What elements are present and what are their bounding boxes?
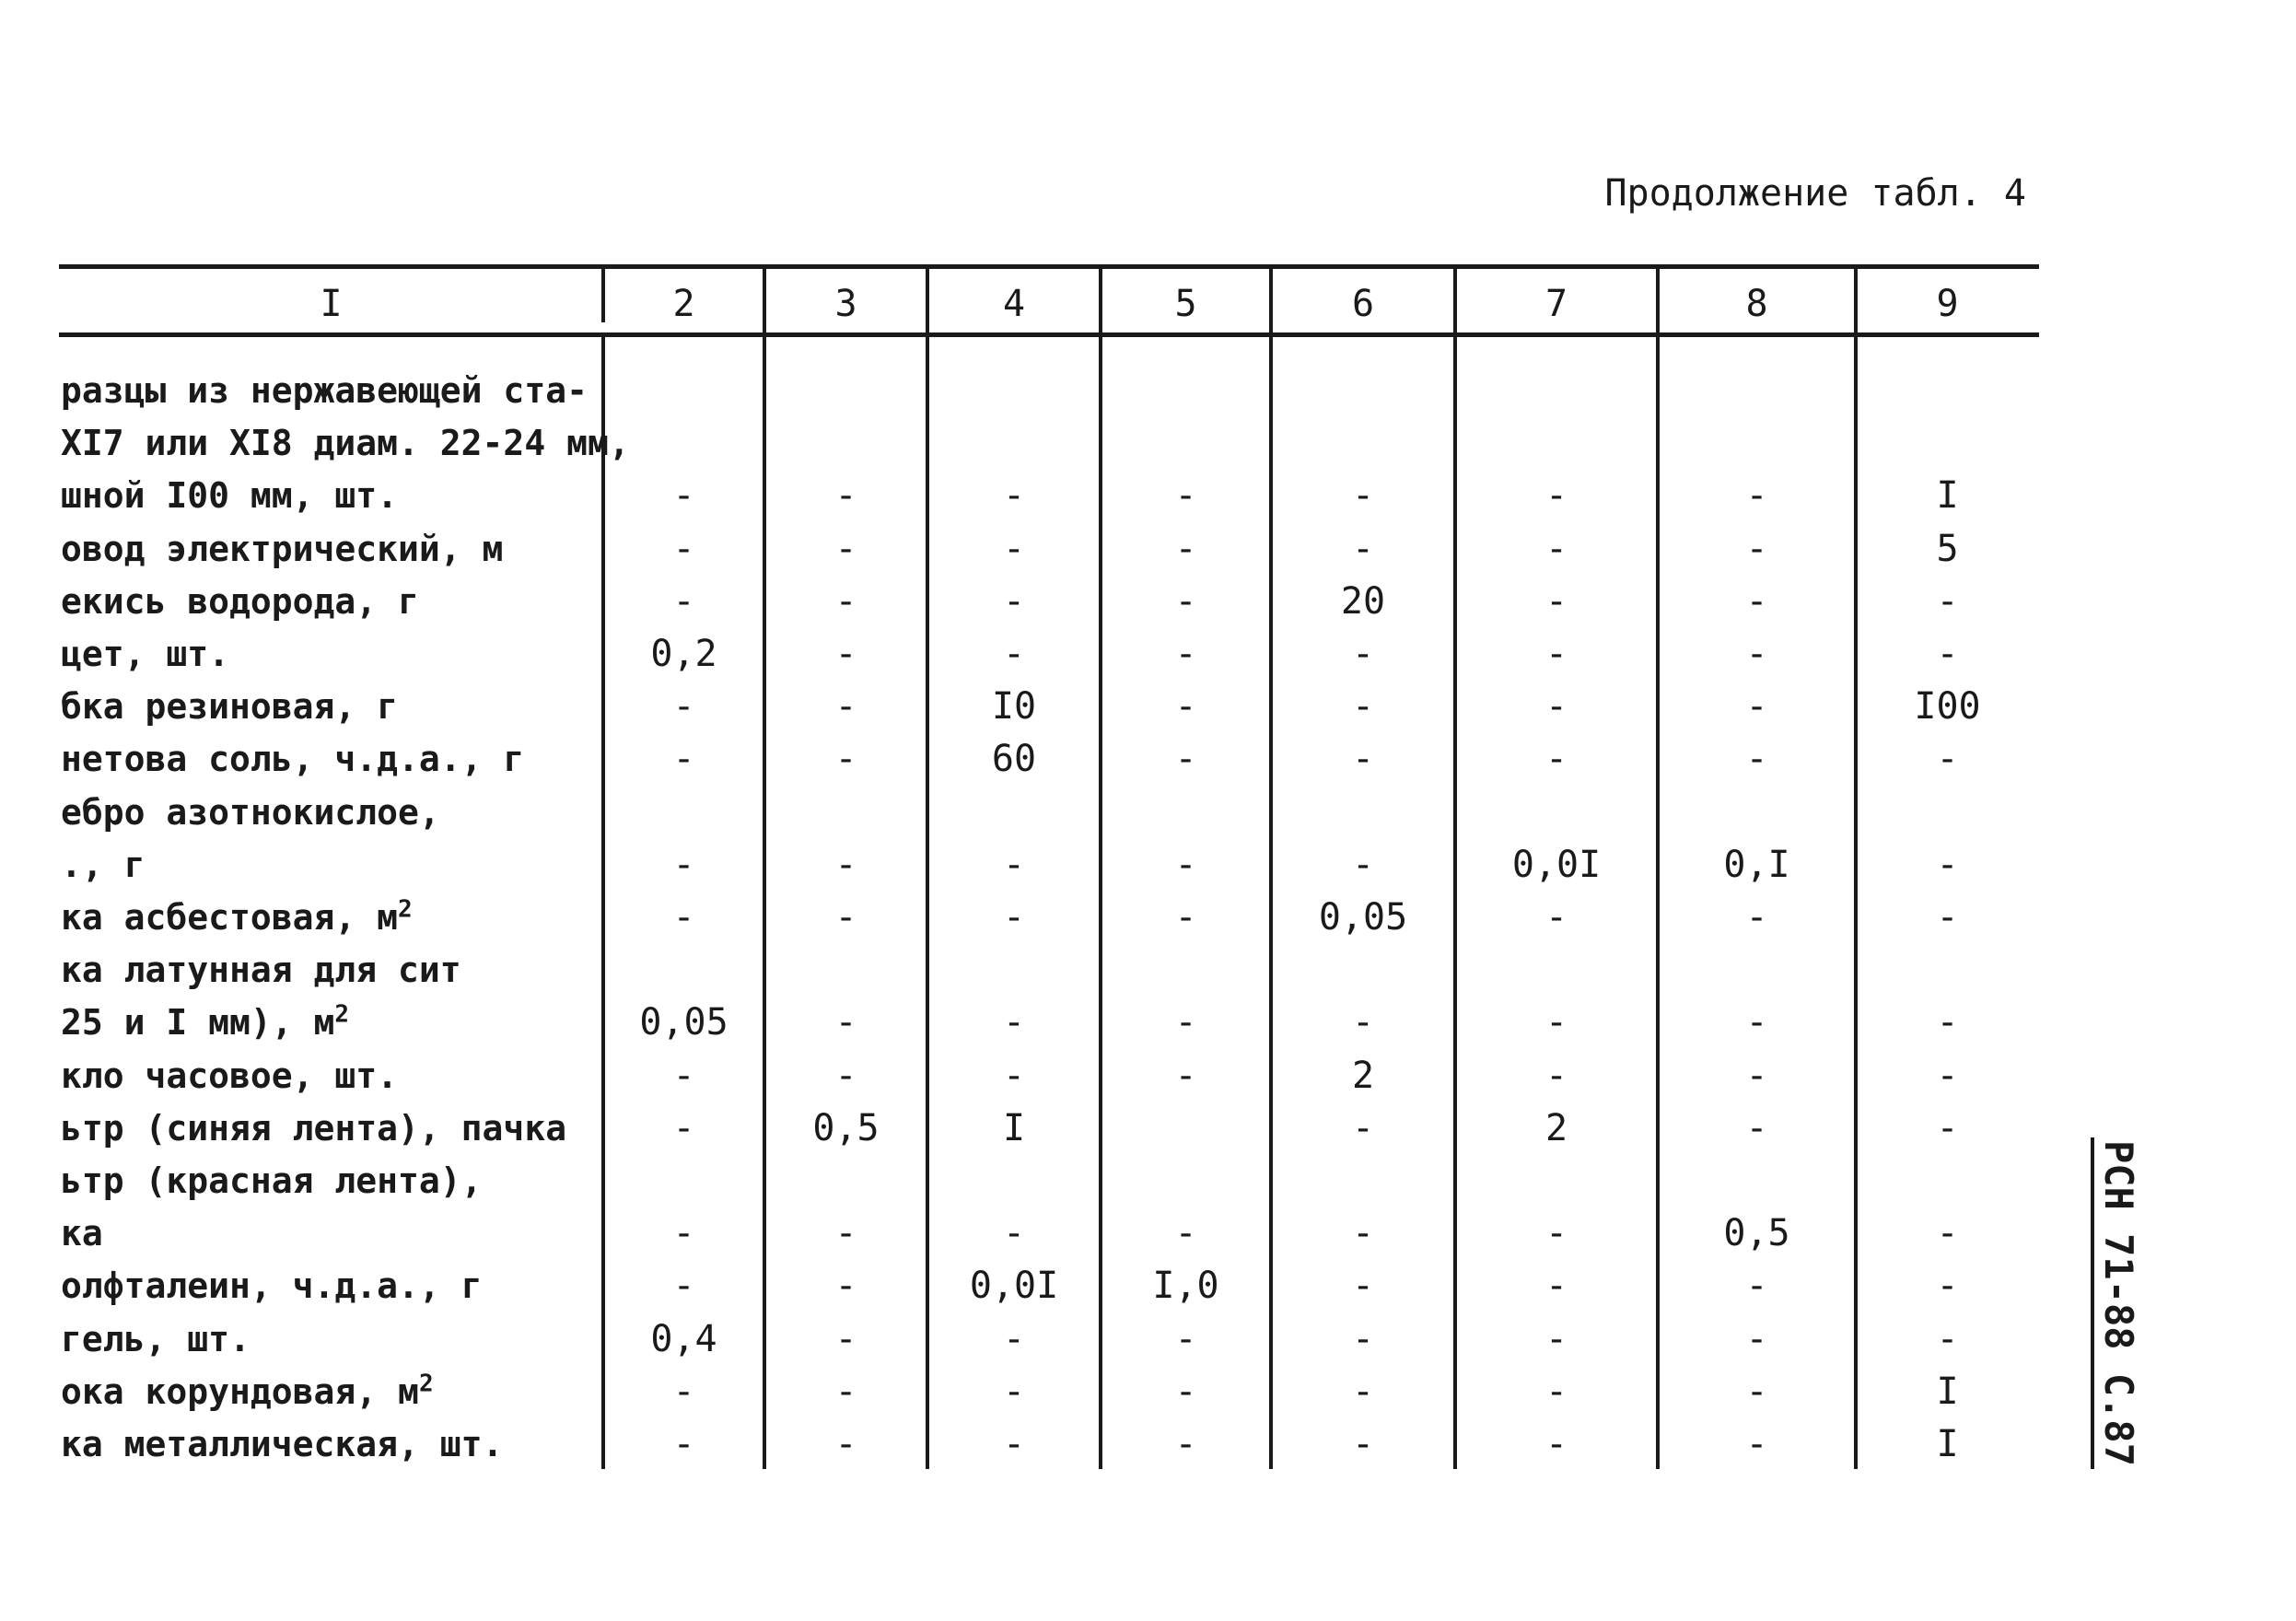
table-cell: - [1544,474,1568,518]
table-cell [927,365,1101,417]
table-cell: - [834,843,857,886]
table-cell [603,417,764,470]
table-cell [1658,417,1856,470]
table-cell: - [1174,474,1197,518]
column-header: I [320,283,343,325]
table-cell: - [834,527,857,570]
table-cell: 0,05 [1318,896,1408,939]
column-header: 9 [1936,283,1959,325]
table-row [0,417,2296,470]
table-cell [1271,944,1455,997]
table-cell: - [1174,843,1197,886]
table-cell [1856,944,2039,997]
table-cell: - [1174,1370,1197,1413]
table-cell: - [1002,896,1026,939]
table-cell [1658,365,1856,417]
item-name: XI7 или XI8 диам. 22-24 мм, [61,423,630,464]
table-cell [1101,787,1271,839]
table-cell [927,1155,1101,1207]
table-cell: - [672,1265,695,1308]
table-cell: - [672,1212,695,1255]
table-cell: - [1544,1001,1568,1044]
table-cell [603,944,764,997]
table-cell: - [1544,1423,1568,1465]
table-cell: - [1174,1001,1197,1044]
table-cell: - [834,1001,857,1044]
table-cell: - [1002,1317,1026,1360]
table-row [0,1313,2296,1366]
table-cell [1271,1155,1455,1207]
table-cell: - [1351,527,1375,570]
table-cell [927,944,1101,997]
table-cell: - [834,1265,857,1308]
table-cell: - [1745,474,1768,518]
table-row [0,1260,2296,1312]
table-cell: - [1544,1054,1568,1097]
table-row [0,839,2296,892]
column-header: 6 [1351,283,1375,325]
item-name: ьтр (красная лента), [61,1160,483,1201]
item-name: олфталеин, ч.д.а., г [61,1265,483,1307]
table-cell: - [672,896,695,939]
table-cell [1101,1102,1271,1155]
table-cell: - [1745,1265,1768,1308]
table-cell: - [1351,1265,1375,1308]
table-row [0,681,2296,733]
table-cell: 20 [1340,579,1386,623]
table-cell [764,1155,927,1207]
table-cell: - [1002,527,1026,570]
table-cell: - [1745,1370,1768,1413]
table-cell [1101,417,1271,470]
table-cell: I [1936,474,1959,518]
item-name: 25 и I мм), $м^2$ [61,1000,350,1044]
table-cell: - [1544,685,1568,729]
table-cell: I [1936,1423,1959,1465]
table-cell [927,787,1101,839]
table-cell: - [834,633,857,675]
table-row [0,576,2296,628]
table-cell: - [672,527,695,570]
item-name: ебро азотнокислое, [61,791,440,833]
table-cell: - [834,896,857,939]
table-cell: 0,05 [639,1001,728,1044]
table-cell: - [834,579,857,623]
table-cell: - [1002,1054,1026,1097]
table-cell: - [834,1370,857,1413]
table-cell: 0,0I [969,1265,1059,1308]
item-name: шной I00 мм, шт. [61,475,399,517]
table-cell: - [1544,633,1568,675]
table-cell [1856,1155,2039,1207]
table-cell: - [1351,474,1375,518]
table-cell: - [1351,1106,1375,1149]
table-cell: - [672,685,695,729]
item-name: бка резиновая, г [61,686,399,728]
table-cell: - [1174,633,1197,675]
table-cell: 0,0I [1511,843,1602,886]
table-cell: 5 [1936,527,1959,570]
table-row [0,628,2296,681]
table-row [0,1102,2296,1155]
table-cell: - [1745,633,1768,675]
table-cell: - [834,474,857,518]
table-row [0,1366,2296,1418]
table-cell: - [834,1317,857,1360]
table-row [0,997,2296,1049]
table-cell [1455,787,1658,839]
item-name: ., г [61,844,146,885]
table-cell [1455,417,1658,470]
table-cell: - [1002,843,1026,886]
table-row [0,787,2296,839]
table-cell: 0,5 [1723,1212,1790,1255]
table-cell: - [1936,579,1959,623]
table-cell: - [1544,1265,1568,1308]
column-header: 2 [672,283,695,325]
table-row [0,733,2296,786]
table-cell: - [1745,1423,1768,1465]
column-header: 5 [1174,283,1197,325]
item-name: кло часовое, шт. [61,1055,399,1096]
table-cell: - [1174,738,1197,781]
table-cell: - [1745,527,1768,570]
table-cell: - [834,1212,857,1255]
table-cell [603,365,764,417]
column-header: 3 [834,283,857,325]
item-name: нетова соль, ч.д.а., г [61,739,525,780]
table-top-rule [59,264,2039,269]
table-cell: - [672,1106,695,1149]
table-cell [1101,944,1271,997]
table-cell: - [672,579,695,623]
table-cell [603,787,764,839]
table-cell [1658,944,1856,997]
column-header: 7 [1544,283,1568,325]
table-cell [764,417,927,470]
table-cell: - [1174,896,1197,939]
table-cell [603,1155,764,1207]
table-cell: - [1351,1317,1375,1360]
table-row [0,1155,2296,1207]
table-cell: - [1174,1423,1197,1465]
table-cell [1658,787,1856,839]
table-row [0,1418,2296,1471]
document-code-margin [2091,1137,2146,1469]
header-bottom-rule [59,332,2039,337]
table-cell [1101,1155,1271,1207]
table-cell: - [1351,738,1375,781]
table-cell: - [1745,685,1768,729]
table-cell: - [834,1054,857,1097]
table-cell: - [1351,1212,1375,1255]
item-name: гель, шт. [61,1318,251,1359]
table-cell: - [1351,685,1375,729]
column-header: 8 [1745,283,1768,325]
table-cell: - [1936,1106,1959,1149]
table-cell [764,365,927,417]
table-cell: - [1174,579,1197,623]
table-cell: - [1745,1001,1768,1044]
item-name: ьтр (синяя лента), пачка [61,1107,567,1149]
table-cell: - [1936,1054,1959,1097]
table-cell [1856,787,2039,839]
table-cell: - [1174,1212,1197,1255]
table-cell: - [672,1370,695,1413]
table-cell: I,0 [1152,1265,1219,1308]
table-cell: - [1351,1370,1375,1413]
table-cell: - [1351,843,1375,886]
table-cell: - [1002,474,1026,518]
table-cell: 2 [1351,1054,1375,1097]
item-name: ка металлическая, шт. [61,1424,504,1464]
table-cell: - [1174,1054,1197,1097]
table-row [0,523,2296,576]
table-cell: - [1745,579,1768,623]
table-cell: I [1936,1370,1959,1413]
table-cell: - [1544,527,1568,570]
item-name: ока корундовая, $м^2$ [61,1370,434,1412]
table-cell: - [1174,527,1197,570]
table-cell: - [1936,1265,1959,1308]
item-name: ка асбестовая, $м^2$ [61,895,413,938]
table-cell: - [1936,843,1959,886]
table-cell: - [1544,1370,1568,1413]
table-cell: - [672,474,695,518]
table-cell: - [1002,633,1026,675]
table-cell [1455,1155,1658,1207]
table-cell: - [1002,1212,1026,1255]
table-cell: - [672,843,695,886]
table-row [0,892,2296,944]
table-cell: - [1936,633,1959,675]
table-cell: 0,2 [650,633,717,675]
table-cell: - [1745,1054,1768,1097]
table-cell: - [834,685,857,729]
item-name: ка латунная для сит [61,950,461,991]
table-row [0,1207,2296,1260]
table-cell [764,944,927,997]
table-cell: - [1745,1317,1768,1360]
table-cell: - [834,1423,857,1465]
item-name: цет, шт. [61,634,230,674]
item-name: екись водорода, г [61,580,419,622]
table-cell: 60 [991,738,1037,781]
item-name: разцы из нержавеющей ста- [61,370,588,411]
table-cell: 0,I [1723,843,1790,886]
table-cell: - [1936,1212,1959,1255]
item-name: овод электрический, м [61,528,504,569]
table-cell: - [672,1054,695,1097]
table-cell: I00 [1914,685,1981,729]
table-row [0,1050,2296,1102]
unit-exponent: 2 [418,1370,434,1398]
item-name: ка [61,1213,103,1254]
table-cell: - [1002,1001,1026,1044]
table-cell [1101,365,1271,417]
table-row [0,470,2296,522]
table-cell: 0,5 [812,1106,880,1149]
table-caption: Продолжение табл. 4 [1604,172,2026,215]
unit-exponent: 2 [334,1000,350,1029]
table-cell: - [1174,1317,1197,1360]
table-cell [927,417,1101,470]
table-cell: - [1002,1370,1026,1413]
table-cell: - [1936,738,1959,781]
table-cell: I0 [991,685,1037,729]
table-cell: I [1002,1106,1026,1149]
document-code: РСН 71-88 С.87 [2096,1139,2141,1466]
table-cell [1455,944,1658,997]
table-cell [1856,417,2039,470]
table-cell [1455,365,1658,417]
table-cell: - [1351,1423,1375,1465]
table-cell: - [1745,1106,1768,1149]
table-cell: - [1544,579,1568,623]
table-cell [764,787,927,839]
table-cell: - [1745,738,1768,781]
table-cell: - [1936,896,1959,939]
unit-exponent: 2 [398,895,413,924]
table-row [0,944,2296,997]
table-cell: - [1544,896,1568,939]
table-cell: - [1351,1001,1375,1044]
table-cell [1856,365,2039,417]
table-cell: - [1174,685,1197,729]
table-cell: - [1936,1001,1959,1044]
table-cell [1271,417,1455,470]
table-cell: - [672,738,695,781]
table-cell: - [1002,579,1026,623]
table-cell: - [1544,1212,1568,1255]
table-cell: 0,4 [650,1317,717,1360]
table-cell: - [672,1423,695,1465]
table-cell: - [1745,896,1768,939]
table-cell: - [1936,1317,1959,1360]
table-cell [1658,1155,1856,1207]
table-cell: - [1351,633,1375,675]
table-cell: - [1544,1317,1568,1360]
table-cell: - [1544,738,1568,781]
table-cell: - [1002,1423,1026,1465]
table-cell [1271,365,1455,417]
table-cell [1271,787,1455,839]
table-row [0,365,2296,417]
column-header: 4 [1002,283,1026,325]
table-cell: 2 [1544,1106,1568,1149]
table-cell: - [834,738,857,781]
